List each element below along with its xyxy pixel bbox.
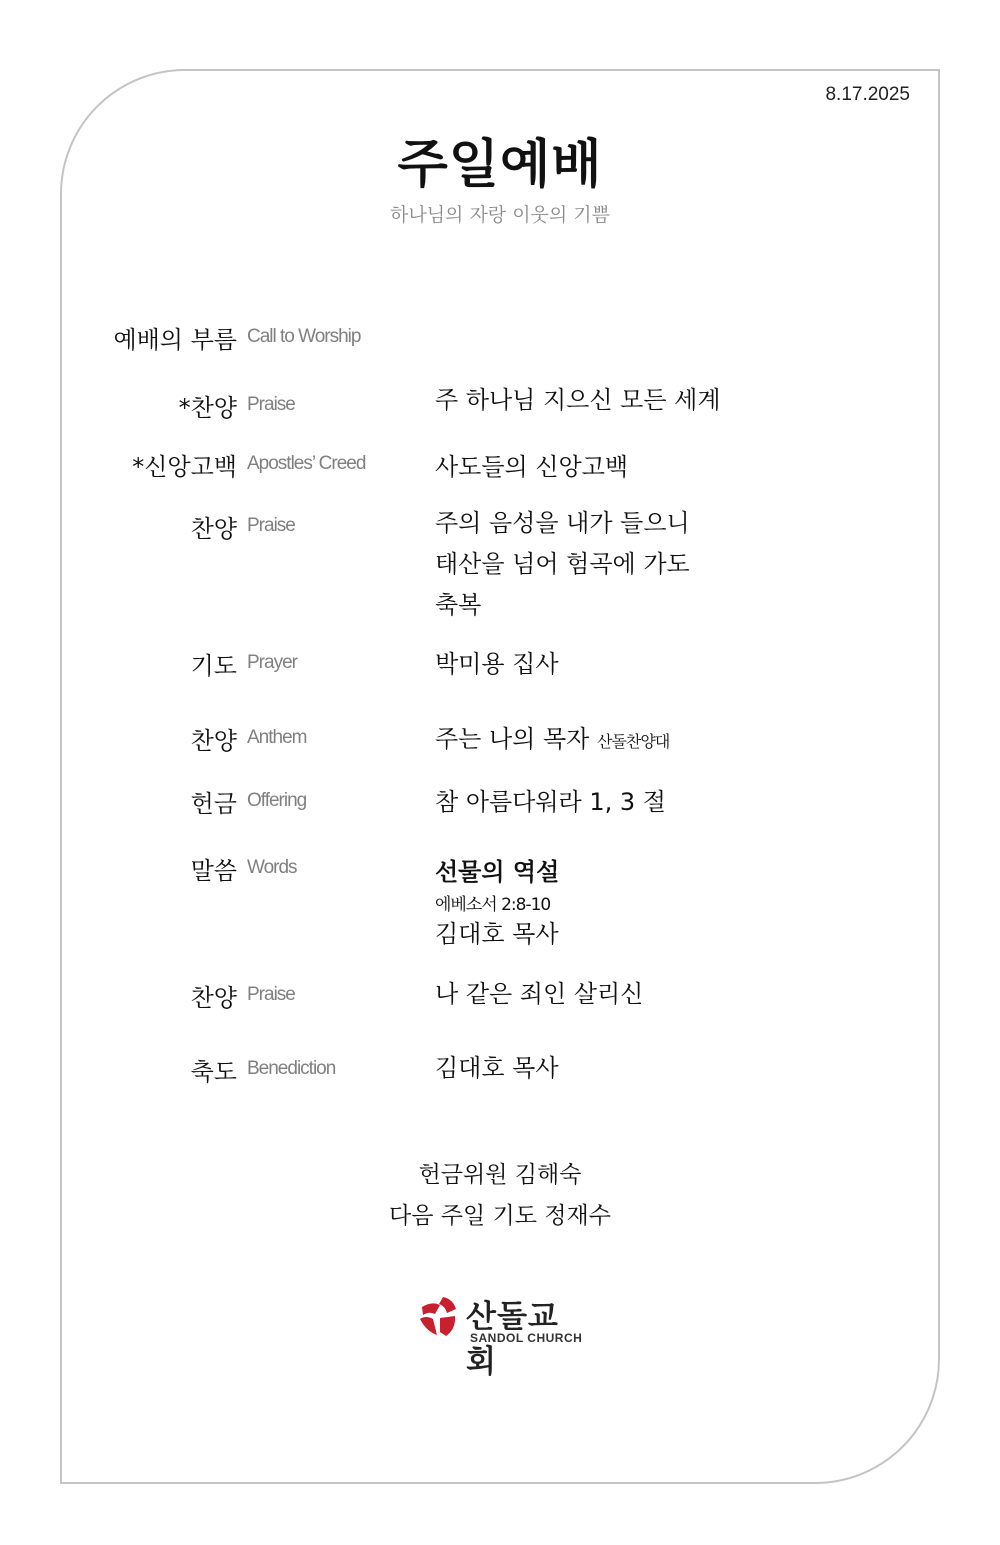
item-label: *찬양 <box>178 394 237 422</box>
item-label: *신앙고백 <box>132 453 237 481</box>
item-label: 기도 <box>190 652 237 680</box>
item-label-en: Benediction <box>247 1058 336 1079</box>
song-line: 주의 음성을 내가 들으니 <box>435 509 690 537</box>
item-label: 말씀 <box>190 857 237 885</box>
item-label: 찬양 <box>190 984 237 1012</box>
item-content <box>435 851 559 951</box>
item-label-en: Words <box>247 857 297 878</box>
item-content <box>435 719 669 762</box>
item-label-en: Praise <box>247 515 295 536</box>
item-content: 박미용 집사 <box>435 650 559 678</box>
item-label-en: Prayer <box>247 652 297 673</box>
page-subtitle: 하나님의 자랑 이웃의 기쁨 <box>389 204 610 226</box>
item-content: 나 같은 죄인 살리신 <box>435 980 644 1008</box>
bulletin-card <box>60 69 940 1484</box>
item-content <box>435 503 690 626</box>
item-label: 헌금 <box>190 790 237 818</box>
anthem-title: 주는 나의 목자 <box>435 725 590 753</box>
church-logo <box>418 1293 588 1380</box>
item-content: 사도들의 신앙고백 <box>435 453 629 481</box>
choir-name: 산돌찬양대 <box>597 732 670 751</box>
bulletin-date: 8.17.2025 <box>825 84 910 105</box>
item-label: 축도 <box>190 1058 237 1086</box>
page-title: 주일예배 <box>397 135 603 195</box>
announcements <box>0 1155 1000 1237</box>
song-line: 축복 <box>435 591 482 619</box>
item-label: 예배의 부름 <box>113 326 237 354</box>
church-name-en: SANDOL CHURCH <box>470 1331 583 1345</box>
item-label-en: Apostles’ Creed <box>247 453 366 474</box>
song-line: 태산을 넘어 험곡에 가도 <box>435 550 690 578</box>
preacher: 김대호 목사 <box>435 920 559 948</box>
item-label-en: Praise <box>247 394 295 415</box>
item-content: 주 하나님 지으신 모든 세계 <box>435 386 721 414</box>
item-label-en: Call to Worship <box>247 326 361 347</box>
item-label: 찬양 <box>190 727 237 755</box>
item-label-en: Praise <box>247 984 295 1005</box>
church-name: 산돌교회 <box>466 1299 559 1380</box>
offering-committee: 헌금위원 김해숙 <box>418 1162 582 1188</box>
item-content: 참 아름다워라 1, 3 절 <box>435 788 666 816</box>
next-week-prayer: 다음 주일 기도 정재수 <box>389 1203 611 1229</box>
item-content: 김대호 목사 <box>435 1054 559 1082</box>
item-label: 찬양 <box>190 515 237 543</box>
item-label-en: Offering <box>247 790 307 811</box>
item-label-en: Anthem <box>247 727 307 748</box>
church-logo-icon <box>418 1295 460 1339</box>
scripture-reference: 에베소서 2:8-10 <box>435 895 551 915</box>
sermon-title: 선물의 역설 <box>435 858 560 886</box>
